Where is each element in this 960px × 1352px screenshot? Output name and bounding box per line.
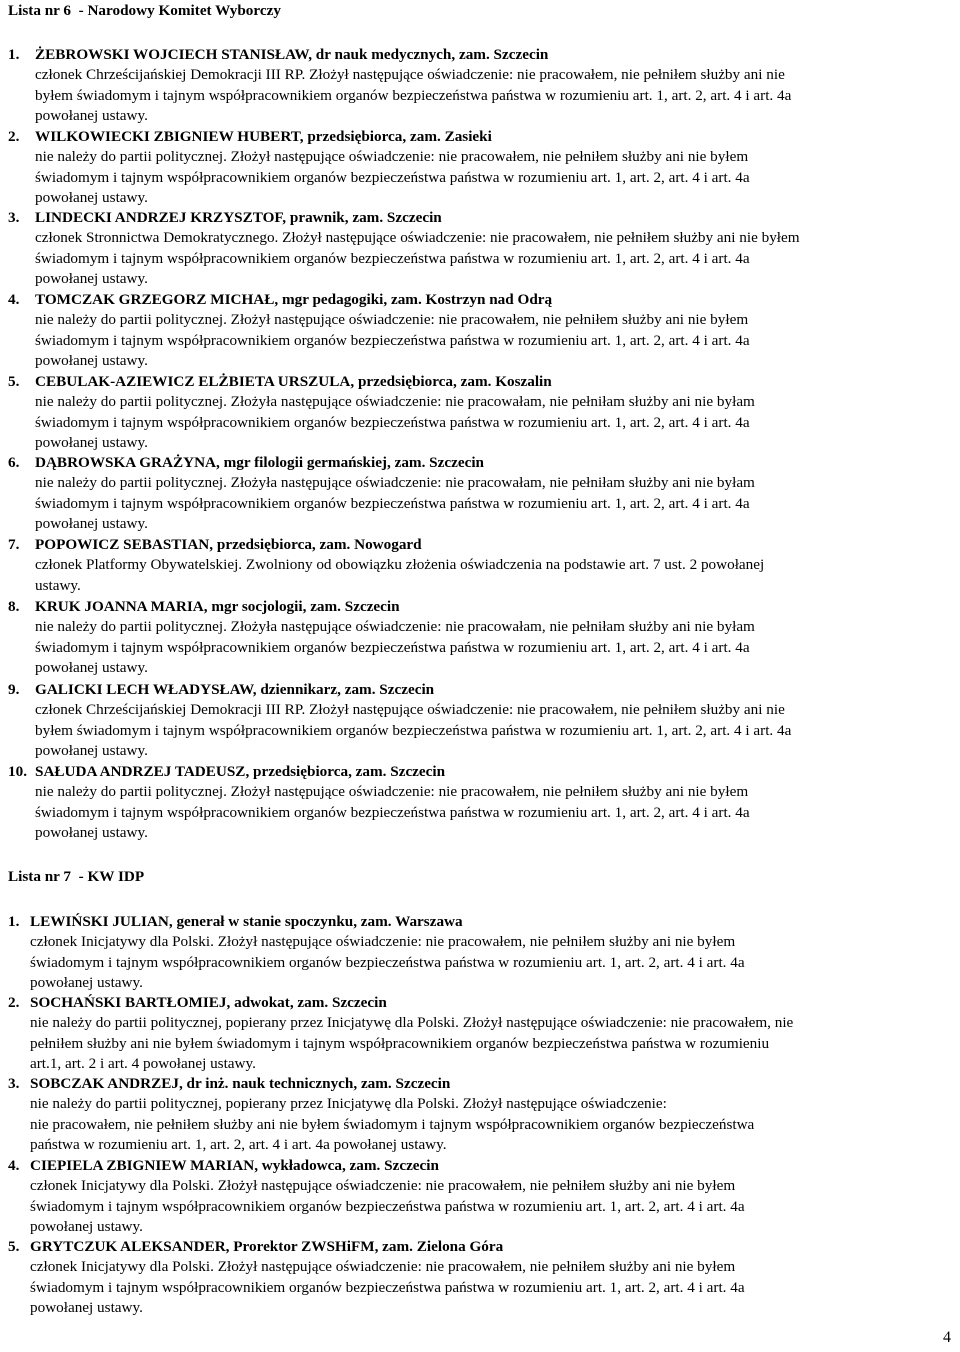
candidate-name: WILKOWIECKI ZBIGNIEW HUBERT	[35, 128, 300, 145]
candidate-name: SOBCZAK ANDRZEJ	[30, 1075, 179, 1092]
candidate-name: GALICKI LECH WŁADYSŁAW	[35, 681, 253, 698]
candidate-statement	[30, 1257, 745, 1318]
statement-line: świadomym i tajnym współpracownikiem organów bezpieczeństwa państwa w rozumieniu art. 1, art. 2, art. 4 i art. 4a	[30, 1278, 745, 1296]
statement-line: powołanej ustawy.	[35, 189, 148, 207]
candidate-heading	[35, 45, 548, 65]
candidate-number: 1.	[8, 46, 20, 63]
statement-line: nie należy do partii politycznej. Złożyła następujące oświadczenie: nie pracowałam, nie pełniłam służby ani nie byłam	[35, 393, 755, 411]
statement-line: ustawy.	[35, 576, 81, 594]
candidate-number: 7.	[8, 536, 20, 553]
statement-line: członek Inicjatywy dla Polski. Złożył następujące oświadczenie: nie pracowałem, nie pełniłem służby ani nie byłem	[30, 1177, 736, 1195]
candidate-statement	[35, 555, 764, 596]
statement-line: pełniłem służby ani nie byłem świadomym i tajnym współpracownikiem organów bezpieczeństwa państwa w rozumieniu	[30, 1034, 770, 1052]
candidate-heading	[30, 993, 387, 1013]
statement-line: świadomym i tajnym współpracownikiem organów bezpieczeństwa państwa w rozumieniu art. 1, art. 2, art. 4 i art. 4a	[30, 1197, 745, 1215]
candidate-heading	[35, 453, 484, 473]
candidate-description: , wykładowca, zam. Szczecin	[254, 1157, 439, 1174]
statement-line: świadomym i tajnym współpracownikiem organów bezpieczeństwa państwa w rozumieniu art. 1, art. 2, art. 4 i art. 4a	[35, 249, 750, 267]
candidate-name: LEWIŃSKI JULIAN	[30, 913, 169, 930]
candidate-name: LINDECKI ANDRZEJ KRZYSZTOF	[35, 209, 283, 226]
statement-line: członek Inicjatywy dla Polski. Złożył następujące oświadczenie: nie pracowałem, nie pełniłem służby ani nie byłem	[30, 933, 736, 951]
statement-line: powołanej ustawy.	[35, 434, 148, 452]
candidate-statement	[35, 700, 791, 761]
candidate-number: 9.	[8, 681, 20, 698]
statement-line: członek Stronnictwa Demokratycznego. Złożył następujące oświadczenie: nie pracowałem, nie pełniłem służby ani nie byłem	[35, 229, 800, 247]
candidate-statement	[30, 932, 745, 993]
candidate-name: GRYTCZUK ALEKSANDER	[30, 1238, 226, 1255]
statement-line: świadomym i tajnym współpracownikiem organów bezpieczeństwa państwa w rozumieniu art. 1, art. 2, art. 4 i art. 4a	[35, 638, 750, 656]
candidate-name: SAŁUDA ANDRZEJ TADEUSZ	[35, 763, 246, 780]
statement-line: nie należy do partii politycznej, popierany przez Inicjatywę dla Polski. Złożył następujące oświadczenie: nie pracowałem, nie	[30, 1014, 794, 1032]
candidate-heading	[35, 535, 422, 555]
candidate-description: , prawnik, zam. Szczecin	[282, 209, 442, 226]
candidate-heading	[30, 1074, 450, 1094]
statement-line: nie należy do partii politycznej. Złożył następujące oświadczenie: nie pracowałem, nie pełniłem służby ani nie byłem	[35, 311, 749, 329]
statement-line: świadomym i tajnym współpracownikiem organów bezpieczeństwa państwa w rozumieniu art. 1, art. 2, art. 4 i art. 4a	[35, 494, 750, 512]
candidate-number: 6.	[8, 454, 20, 471]
candidate-statement	[30, 1094, 754, 1155]
statement-line: członek Inicjatywy dla Polski. Złożył następujące oświadczenie: nie pracowałem, nie pełniłem służby ani nie byłem	[30, 1258, 736, 1276]
statement-line: powołanej ustawy.	[30, 1218, 143, 1236]
statement-line: nie należy do partii politycznej, popierany przez Inicjatywę dla Polski. Złożył następujące oświadczenie:	[30, 1095, 667, 1113]
candidate-statement	[35, 473, 755, 534]
statement-line: nie pracowałem, nie pełniłem służby ani nie byłem świadomym i tajnym współpracownikiem organów bezpieczeństwa	[30, 1115, 755, 1133]
list-header: Lista nr 6 - Narodowy Komitet Wyborczy	[8, 2, 281, 19]
candidate-number: 8.	[8, 598, 20, 615]
candidate-description: , przedsiębiorca, zam. Szczecin	[245, 763, 446, 780]
statement-line: świadomym i tajnym współpracownikiem organów bezpieczeństwa państwa w rozumieniu art. 1, art. 2, art. 4 i art. 4a	[35, 168, 750, 186]
candidate-description: , dr inż. nauk technicznych, zam. Szczecin	[178, 1075, 451, 1092]
candidate-statement	[35, 147, 750, 208]
statement-line: powołanej ustawy.	[30, 1299, 143, 1317]
candidate-statement	[35, 310, 750, 371]
candidate-number: 2.	[8, 994, 20, 1011]
statement-line: świadomym i tajnym współpracownikiem organów bezpieczeństwa państwa w rozumieniu art. 1, art. 2, art. 4 i art. 4a	[35, 413, 750, 431]
candidate-number: 5.	[8, 373, 20, 390]
candidate-statement	[35, 782, 750, 843]
candidate-number: 1.	[8, 913, 20, 930]
candidate-statement	[35, 65, 791, 126]
candidate-heading	[35, 290, 552, 310]
statement-line: świadomym i tajnym współpracownikiem organów bezpieczeństwa państwa w rozumieniu art. 1, art. 2, art. 4 i art. 4a	[30, 953, 745, 971]
statement-line: powołanej ustawy.	[35, 270, 148, 288]
candidate-number: 4.	[8, 1157, 20, 1174]
candidate-heading	[35, 597, 400, 617]
candidate-statement	[30, 1176, 745, 1237]
candidate-name: ŻEBROWSKI WOJCIECH STANISŁAW	[35, 46, 309, 63]
candidate-statement	[35, 228, 800, 289]
candidate-description: , przedsiębiorca, zam. Koszalin	[350, 373, 552, 390]
statement-line: członek Platformy Obywatelskiej. Zwolniony od obowiązku złożenia oświadczenia na podstawie art. 7 ust. 2 powołanej	[35, 556, 765, 574]
statement-line: świadomym i tajnym współpracownikiem organów bezpieczeństwa państwa w rozumieniu art. 1, art. 2, art. 4 i art. 4a	[35, 331, 750, 349]
candidate-description: , adwokat, zam. Szczecin	[226, 994, 387, 1011]
candidate-number: 4.	[8, 291, 20, 308]
candidate-name: DĄBROWSKA GRAŻYNA	[35, 454, 217, 471]
candidate-name: POPOWICZ SEBASTIAN	[35, 536, 210, 553]
candidate-statement	[35, 392, 755, 453]
candidate-heading	[30, 912, 463, 932]
candidate-name: TOMCZAK GRZEGORZ MICHAŁ	[35, 291, 275, 308]
statement-line: byłem świadomym i tajnym współpracownikiem organów bezpieczeństwa państwa w rozumieniu art. 1, art. 2, art. 4 i art. 4a	[35, 86, 792, 104]
candidate-heading	[30, 1156, 439, 1176]
statement-line: członek Chrześcijańskiej Demokracji III RP. Złożył następujące oświadczenie: nie pracowałem, nie pełniłem służby ani nie	[35, 701, 785, 719]
statement-line: świadomym i tajnym współpracownikiem organów bezpieczeństwa państwa w rozumieniu art. 1, art. 2, art. 4 i art. 4a	[35, 803, 750, 821]
statement-line: nie należy do partii politycznej. Złożyła następujące oświadczenie: nie pracowałam, nie pełniłam służby ani nie byłam	[35, 618, 755, 636]
candidate-number: 5.	[8, 1238, 20, 1255]
candidate-number: 3.	[8, 209, 20, 226]
statement-line: powołanej ustawy.	[35, 352, 148, 370]
page-number: 4	[943, 1328, 951, 1346]
statement-line: powołanej ustawy.	[35, 107, 148, 125]
candidate-description: , przedsiębiorca, zam. Nowogard	[209, 536, 422, 553]
candidate-description: , Prorektor ZWSHiFM, zam. Zielona Góra	[225, 1238, 504, 1255]
candidate-heading	[35, 127, 492, 147]
candidate-name: CIEPIELA ZBIGNIEW MARIAN	[30, 1157, 255, 1174]
candidate-heading	[30, 1237, 503, 1257]
statement-line: powołanej ustawy.	[35, 659, 148, 677]
candidate-statement	[35, 617, 755, 678]
statement-line: powołanej ustawy.	[35, 742, 148, 760]
candidate-description: , mgr filologii germańskiej, zam. Szczecin	[216, 454, 484, 471]
candidate-description: , mgr socjologii, zam. Szczecin	[203, 598, 400, 615]
candidate-heading	[35, 372, 552, 392]
candidate-description: , dziennikarz, zam. Szczecin	[252, 681, 435, 698]
candidate-description: , generał w stanie spoczynku, zam. Warszawa	[168, 913, 463, 930]
statement-line: byłem świadomym i tajnym współpracownikiem organów bezpieczeństwa państwa w rozumieniu art. 1, art. 2, art. 4 i art. 4a	[35, 721, 792, 739]
candidate-heading	[35, 208, 442, 228]
list-header: Lista nr 7 - KW IDP	[8, 868, 145, 885]
candidate-heading	[35, 680, 434, 700]
statement-line: nie należy do partii politycznej. Złożył następujące oświadczenie: nie pracowałem, nie pełniłem służby ani nie byłem	[35, 783, 749, 801]
candidate-description: , mgr pedagogiki, zam. Kostrzyn nad Odrą	[274, 291, 553, 308]
candidate-number: 3.	[8, 1075, 20, 1092]
statement-line: powołanej ustawy.	[35, 824, 148, 842]
statement-line: powołanej ustawy.	[30, 974, 143, 992]
candidate-description: , dr nauk medycznych, zam. Szczecin	[308, 46, 549, 63]
candidate-number: 2.	[8, 128, 20, 145]
candidate-name: SOCHAŃSKI BARTŁOMIEJ	[30, 994, 227, 1011]
statement-line: państwa w rozumieniu art. 1, art. 2, art. 4 i art. 4a powołanej ustawy.	[30, 1136, 447, 1154]
statement-line: art.1, art. 2 i art. 4 powołanej ustawy.	[30, 1055, 256, 1073]
statement-line: nie należy do partii politycznej. Złożył następujące oświadczenie: nie pracowałem, nie pełniłem służby ani nie byłem	[35, 148, 749, 166]
statement-line: członek Chrześcijańskiej Demokracji III RP. Złożył następujące oświadczenie: nie pracowałem, nie pełniłem służby ani nie	[35, 66, 785, 84]
candidate-number: 10.	[8, 763, 27, 780]
candidate-statement	[30, 1013, 793, 1074]
statement-line: powołanej ustawy.	[35, 515, 148, 533]
candidate-heading	[35, 762, 445, 782]
candidate-description: , przedsiębiorca, zam. Zasieki	[299, 128, 492, 145]
candidate-name: KRUK JOANNA MARIA	[35, 598, 204, 615]
candidate-name: CEBULAK-AZIEWICZ ELŻBIETA URSZULA	[35, 373, 351, 390]
statement-line: nie należy do partii politycznej. Złożyła następujące oświadczenie: nie pracowałam, nie pełniłam służby ani nie byłam	[35, 474, 755, 492]
